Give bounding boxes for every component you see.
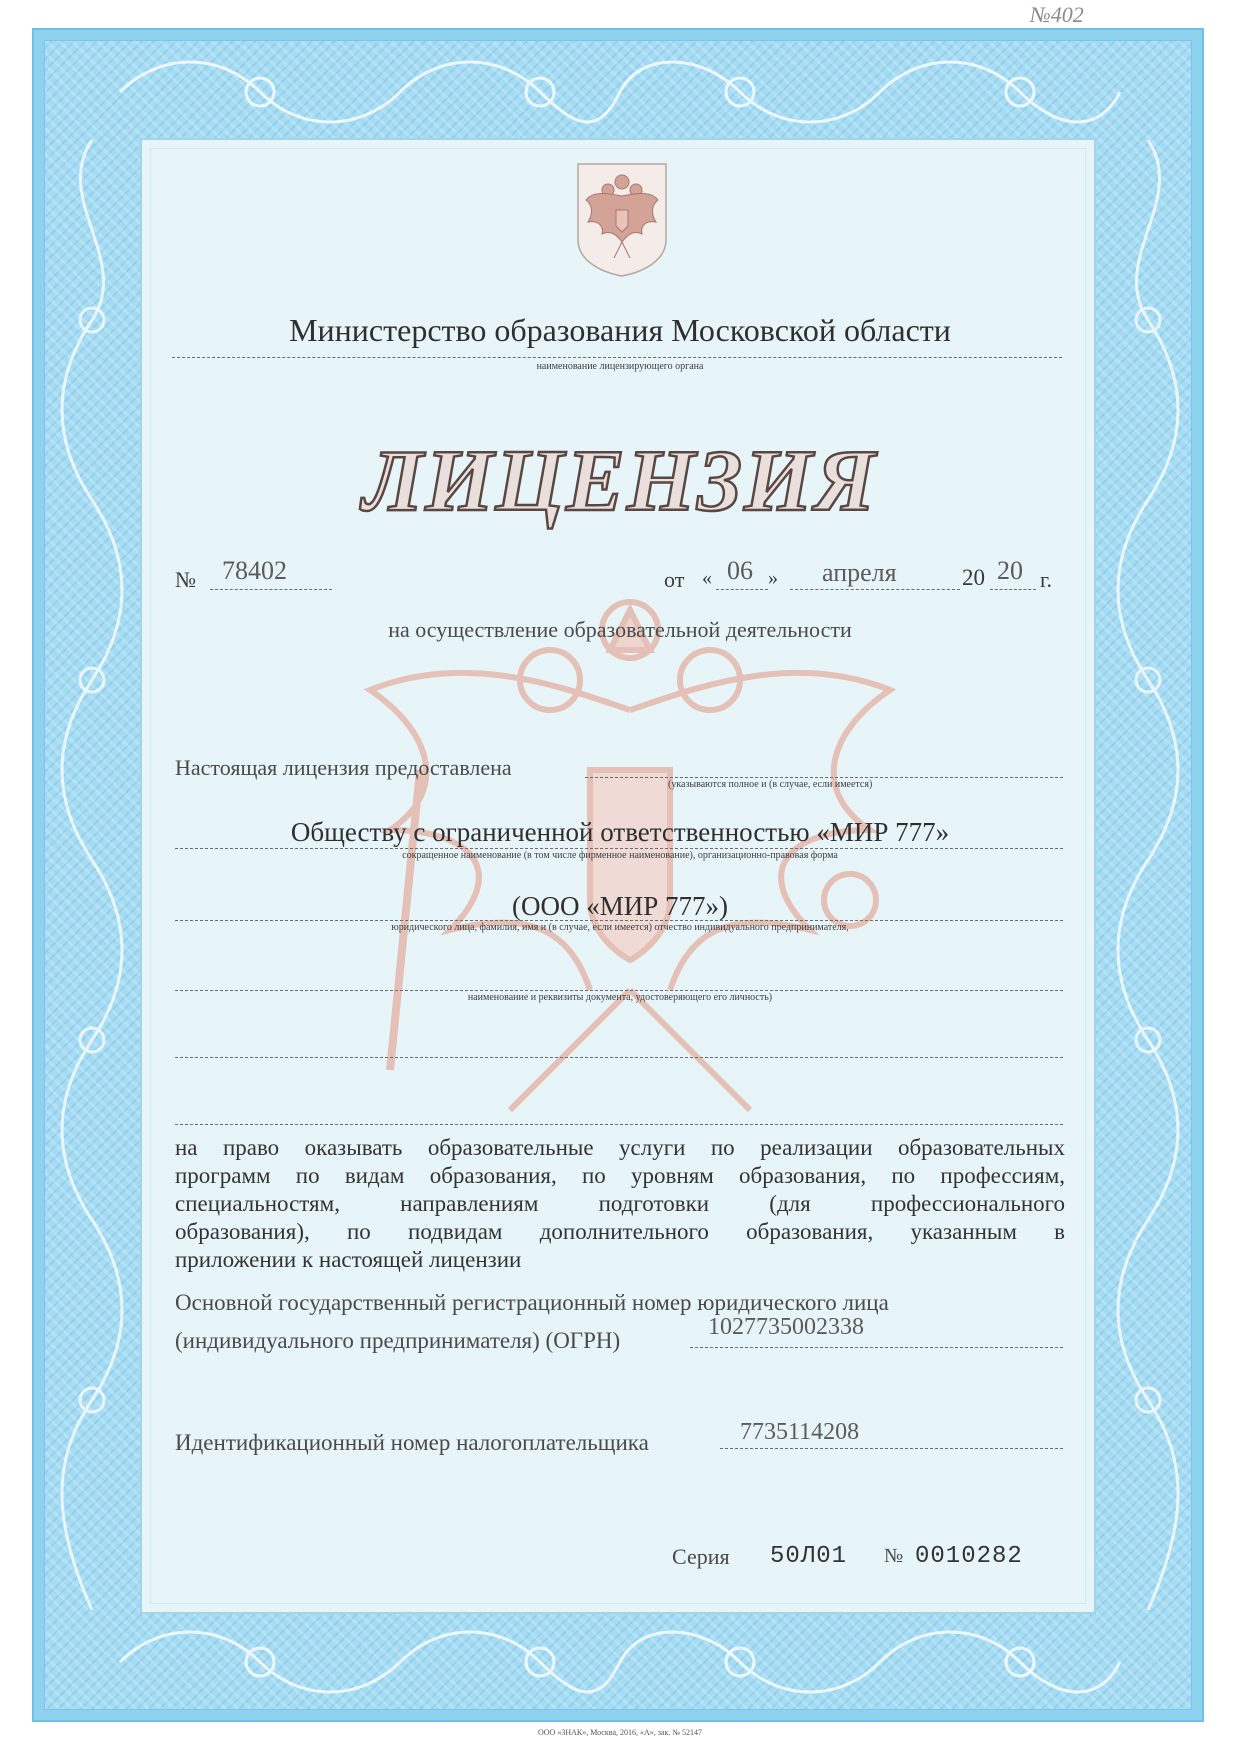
ogrn-label-line2: (индивидуального предпринимателя) (ОГРН) <box>175 1328 621 1353</box>
authority-underline <box>172 357 1062 358</box>
ogrn-label-line1: Основной государственный регистрационный номер юридического лица <box>175 1290 889 1315</box>
rights-line: программ по видам образования, по уровням образования, по профессиям, <box>175 1163 1065 1188</box>
inn-value: 7735114208 <box>740 1419 860 1445</box>
ornament-top <box>100 52 1140 132</box>
date-from-label: от <box>664 567 685 592</box>
license-number: 78402 <box>222 556 287 585</box>
licensee-full-name: Обществу с ограниченной ответственностью «МИР 777» <box>290 817 950 847</box>
date-year-g: г. <box>1040 567 1053 592</box>
ornament-left <box>52 140 132 1610</box>
caption-full-name: (указываются полное и (в случае, если имеется) <box>668 779 873 790</box>
rights-line: специальностям, направлениям подготовки (для профессионального <box>175 1191 1065 1216</box>
printer-imprint: ООО «ЗНАК», Москва, 2016, «А», зак. № 52147 <box>537 1728 702 1737</box>
date-close-quote: » <box>768 567 778 589</box>
rights-line: приложении к настоящей лицензии <box>175 1247 522 1272</box>
number-underline <box>210 589 332 590</box>
date-open-quote: « <box>702 567 712 589</box>
inn-underline <box>720 1448 1063 1449</box>
ogrn-value: 1027735002338 <box>708 1314 864 1340</box>
license-purpose: на осуществление образовательной деятельности <box>388 617 852 642</box>
license-title-text: ЛИЦЕНЗИЯ <box>362 433 878 530</box>
blank-line-1 <box>175 990 1063 991</box>
licensee-full-underline <box>175 848 1063 849</box>
date-year-prefix: 20 <box>962 565 985 590</box>
number-label: № <box>175 567 196 592</box>
granted-to-label: Настоящая лицензия предоставлена <box>175 755 512 780</box>
date-year-suffix: 20 <box>997 556 1023 585</box>
date-day: 06 <box>727 556 753 585</box>
license-title <box>340 430 900 530</box>
inn-label: Идентификационный номер налогоплательщика <box>175 1430 649 1455</box>
granted-to-underline <box>585 777 1063 778</box>
date-day-underline <box>716 589 768 590</box>
ornament-right <box>1108 140 1188 1610</box>
blank-line-3 <box>175 1124 1063 1125</box>
blank-line-2 <box>175 1057 1063 1058</box>
coat-of-arms-emblem <box>574 160 670 278</box>
rights-line: образования), по подвидам дополнительного образования, указанным в <box>175 1219 1065 1244</box>
ornament-bottom <box>100 1622 1140 1702</box>
series-number: 0010282 <box>915 1543 1023 1570</box>
date-month-underline <box>790 589 960 590</box>
caption-short-name: сокращенное наименование (в том числе фирменное наименование), организационно-правовая форма <box>402 850 838 861</box>
date-year-underline <box>990 589 1036 590</box>
series-label: Серия <box>672 1544 730 1569</box>
licensing-authority-name: Министерство образования Московской области <box>289 312 951 348</box>
date-month: апреля <box>822 558 897 587</box>
series-number-label: № <box>884 1545 904 1567</box>
series-code: 50Л01 <box>770 1543 848 1570</box>
caption-entity: юридического лица, фамилия, имя и (в случае, если имеется) отчество индивидуального предпринимателя, <box>391 922 849 933</box>
rights-paragraph <box>175 1134 1065 1274</box>
ogrn-underline <box>690 1347 1063 1348</box>
authority-caption: наименование лицензирующего органа <box>536 361 704 372</box>
caption-document: наименование и реквизиты документа, удостоверяющего его личность) <box>467 992 773 1003</box>
licensee-short-underline <box>175 920 1063 921</box>
corner-handwritten-note: №402 <box>1030 2 1084 27</box>
licensee-short-name: (ООО «МИР 777») <box>512 891 728 921</box>
rights-line: на право оказывать образовательные услуги по реализации образовательных <box>175 1135 1065 1160</box>
